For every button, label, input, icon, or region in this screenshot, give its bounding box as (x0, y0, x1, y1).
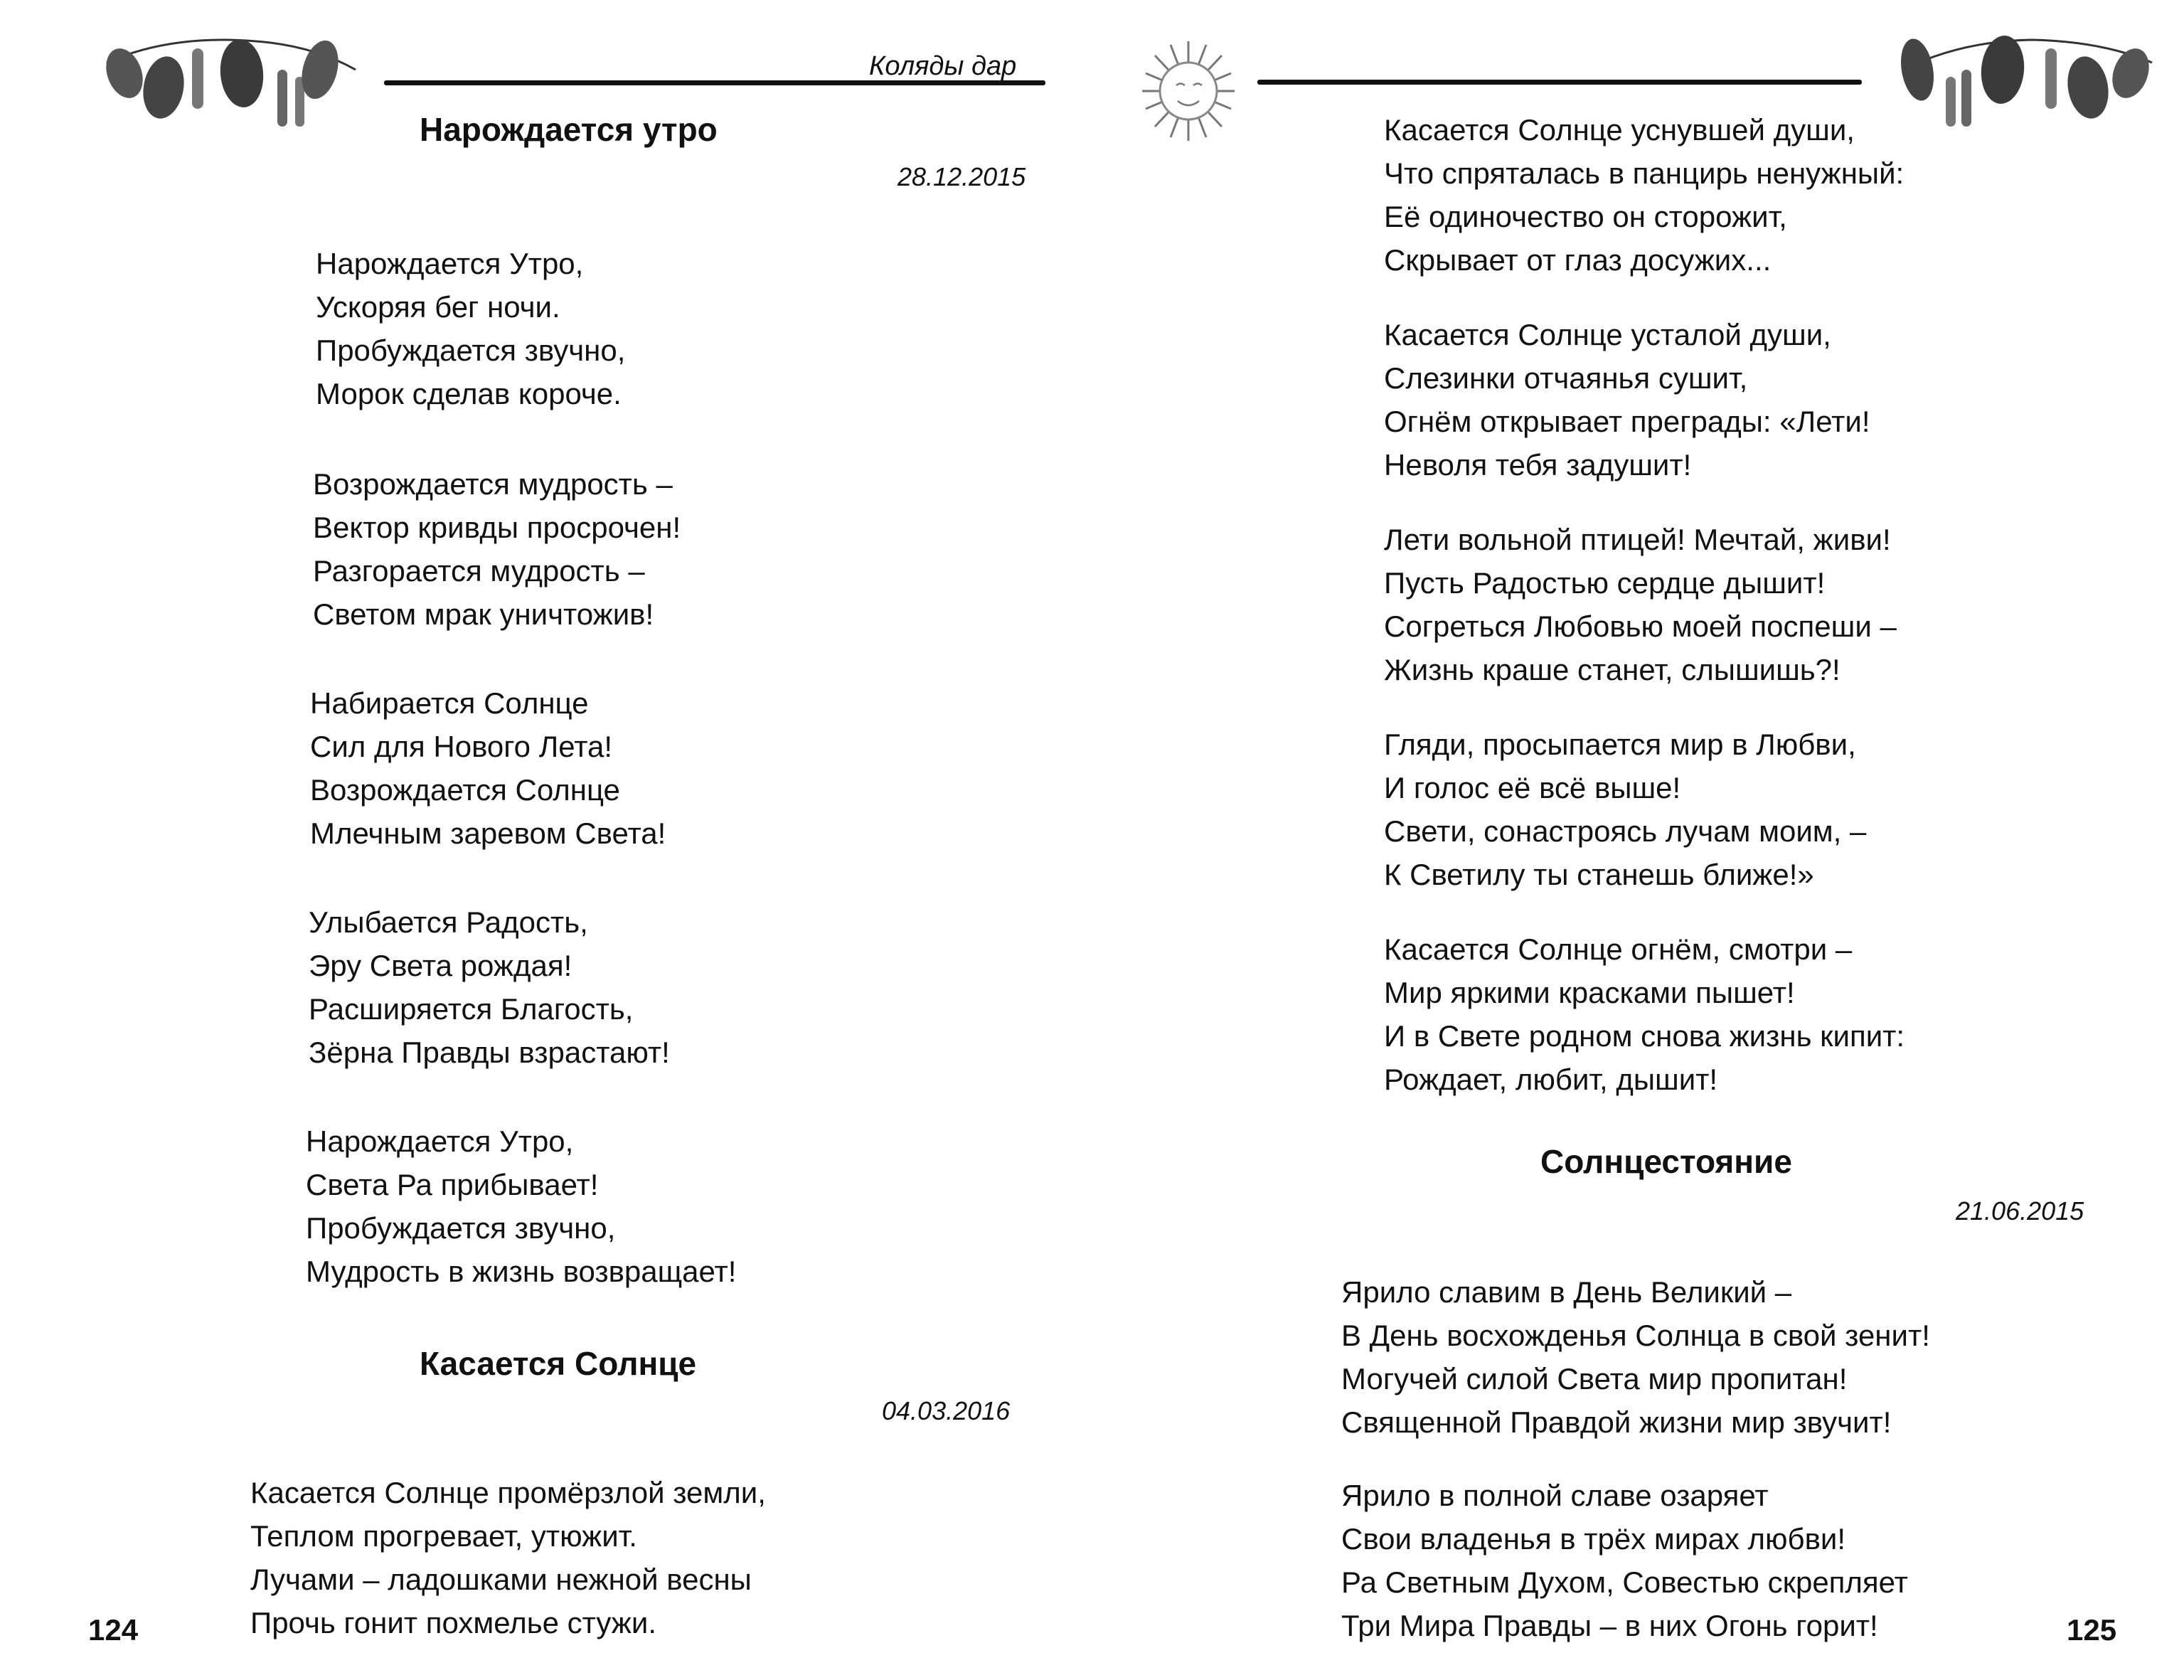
right-page (1092, 0, 2184, 1680)
verse-line: Светом мрак уничтожив! (313, 597, 654, 631)
verse-line: Зёрна Правды взрастают! (309, 1036, 670, 1069)
verse-line: Света Ра прибывает! (306, 1168, 599, 1201)
poem-title: Солнцестояние (1540, 1143, 1792, 1180)
poem-title: Касается Солнце (420, 1345, 697, 1382)
verse-line: Разгорается мудрость – (313, 554, 645, 588)
verse-line: Лети вольной птицей! Мечтай, живи! (1384, 523, 1891, 556)
verse-line: Улыбается Радость, (309, 905, 588, 939)
verse-line: Касается Солнце огнём, смотри – (1384, 932, 1853, 966)
smiling-sun-icon (1135, 34, 1242, 148)
birch-branch-icon (85, 20, 384, 127)
verse-line: Пробуждается звучно, (306, 1211, 616, 1245)
page-number: 124 (88, 1613, 139, 1647)
verse-line: Расширяется Благость, (309, 992, 634, 1026)
verse-line: Свети, сонастроясь лучам моим, – (1384, 814, 1867, 848)
verse-line: Ярило в полной славе озаряет (1341, 1479, 1769, 1512)
poem-title: Нарождается утро (420, 111, 718, 148)
stanza (1384, 723, 1866, 896)
verse-line: Её одиночество он сторожит, (1384, 200, 1787, 233)
verse-line: Мудрость в жизнь возвращает! (306, 1255, 737, 1288)
header-rule (1257, 80, 1862, 85)
verse-line: Согреться Любовью моей поспеши – (1384, 610, 1897, 643)
verse-line: Гляди, просыпается мир в Любви, (1384, 728, 1856, 761)
verse-line: Свои владенья в трёх мирах любви! (1341, 1522, 1846, 1556)
verse-line: Пробуждается звучно, (316, 334, 626, 367)
poem-date: 21.06.2015 (1956, 1196, 2084, 1226)
stanza (309, 900, 670, 1074)
verse-line: Ускоряя бег ночи. (316, 290, 560, 324)
verse-line: Касается Солнце уснувшей души, (1384, 113, 1855, 147)
poem-date: 28.12.2015 (897, 162, 1026, 191)
stanza (306, 1120, 736, 1293)
verse-line: Священной Правдой жизни мир звучит! (1341, 1405, 1892, 1439)
verse-line: И в Свете родном снова жизнь кипит: (1384, 1019, 1905, 1053)
verse-line: Касается Солнце усталой души, (1384, 318, 1831, 351)
verse-line: Прочь гонит похмелье стужи. (250, 1606, 657, 1639)
verse-line: Нарождается Утро, (316, 247, 584, 280)
verse-line: Жизнь краше станет, слышишь?! (1384, 653, 1841, 686)
stanza (1384, 518, 1897, 691)
verse-line: Что спряталась в панцирь ненужный: (1384, 156, 1905, 190)
stanza (1384, 927, 1905, 1101)
verse-line: Эру Света рождая! (309, 949, 572, 982)
verse-line: Набирается Солнце (310, 686, 589, 720)
verse-line: Слезинки отчаянья сушит, (1384, 361, 1748, 395)
stanza (310, 681, 666, 855)
stanza (250, 1471, 766, 1644)
verse-line: Рождает, любит, дышит! (1384, 1063, 1718, 1096)
page-number: 125 (2067, 1613, 2117, 1647)
verse-line: К Светилу ты станешь ближе!» (1384, 858, 1814, 891)
verse-line: Ярило славим в День Великий – (1341, 1275, 1792, 1309)
verse-line: Пусть Радостью сердце дышит! (1384, 566, 1826, 600)
verse-line: Вектор кривды просрочен! (313, 511, 681, 544)
stanza (1384, 108, 1904, 282)
verse-line: Касается Солнце промёрзлой земли, (250, 1476, 766, 1509)
verse-line: Скрывает от глаз досужих... (1384, 243, 1772, 277)
verse-line: Возрождается Солнце (310, 773, 620, 807)
verse-line: Теплом прогревает, утюжит. (250, 1519, 637, 1553)
birch-branch-icon (1875, 20, 2173, 127)
verse-line: Сил для Нового Лета! (310, 730, 613, 763)
verse-line: Мир яркими красками пышет! (1384, 976, 1795, 1009)
verse-line: Три Мира Правды – в них Огонь горит! (1341, 1609, 1878, 1642)
stanza (313, 462, 681, 636)
poem-date: 04.03.2016 (882, 1396, 1011, 1425)
verse-line: Огнём открывает преграды: «Лети! (1384, 405, 1870, 438)
verse-line: Лучами – ладошками нежной весны (250, 1563, 752, 1596)
verse-line: Млечным заревом Света! (310, 817, 666, 850)
verse-line: В День восхожденья Солнца в свой зенит! (1341, 1319, 1930, 1352)
verse-line: Возрождается мудрость – (313, 467, 673, 501)
verse-line: Могучей силой Света мир пропитан! (1341, 1362, 1848, 1395)
verse-line: Ра Светным Духом, Совестью скрепляет (1341, 1565, 1908, 1599)
verse-line: И голос её всё выше! (1384, 771, 1681, 804)
running-header-title: Коляды дар (869, 51, 1017, 81)
stanza (316, 242, 625, 415)
verse-line: Неволя тебя задушит! (1384, 448, 1692, 482)
stanza (1341, 1474, 1908, 1647)
stanza (1384, 313, 1870, 487)
stanza (1341, 1270, 1930, 1444)
verse-line: Нарождается Утро, (306, 1125, 574, 1158)
verse-line: Морок сделав короче. (316, 377, 622, 410)
